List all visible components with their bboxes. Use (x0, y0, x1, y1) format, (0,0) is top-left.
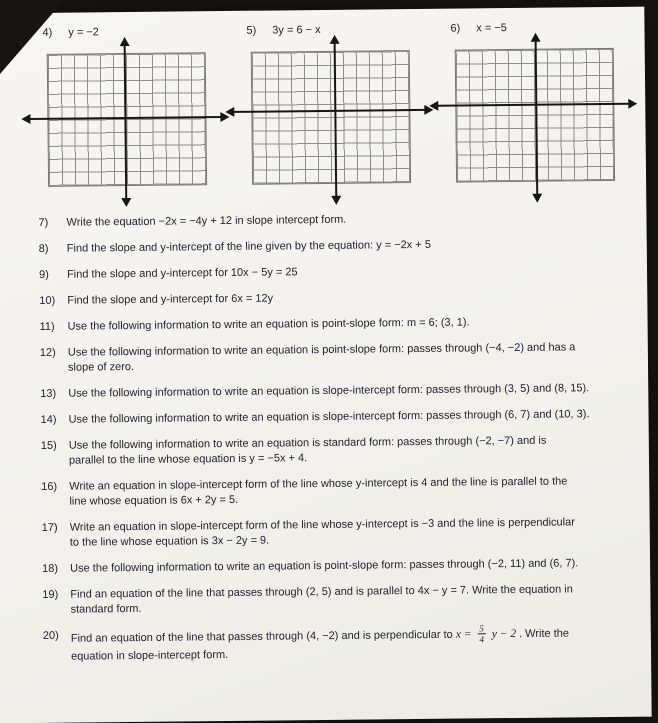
problem-number: 9) (38, 268, 49, 281)
axis-arrow-left-icon (429, 101, 438, 111)
graph-6 (438, 21, 628, 204)
problem-text-line: to the line whose equation is 3x − 2y = 9. (69, 534, 270, 549)
axis-arrow-down-icon (121, 198, 131, 207)
problem-number: 20) (42, 629, 59, 642)
problem-text-line: slope of zero. (67, 360, 135, 374)
problem-text-line: Use the following information to write an equation is point-slope form: passes through (−4, −2) and has a (67, 341, 576, 359)
graph-equation: 3y = 6 − x (272, 23, 321, 37)
problem-number: 15) (40, 439, 57, 452)
axis-arrow-right-icon (628, 99, 637, 109)
problem-number: 18) (42, 562, 59, 575)
problem-text (69, 433, 619, 469)
problem-number: 19) (42, 588, 59, 601)
problem-text (68, 407, 618, 428)
problem-text-line: line whose equation is 6x + 2y = 5. (69, 493, 239, 508)
problem-number: 16) (41, 480, 58, 493)
axis-arrow-left-icon (21, 114, 30, 124)
problem-text (67, 236, 617, 257)
problem-text-line: Find the slope and y-intercept of the line given by the equation: y = −2x + 5 (66, 238, 431, 255)
problem-item-13 (40, 381, 618, 402)
problem-text (68, 340, 618, 376)
problem-item-17 (42, 515, 620, 551)
problem-item-8 (39, 236, 617, 257)
fraction-numerator: 5 (477, 623, 486, 634)
fraction-denominator: 4 (479, 634, 485, 645)
problem-text-line: Use the following information to write an equation is slope-intercept form: passes through (6, 7) and (10, 3). (68, 408, 590, 426)
equation-right: y − 2 (491, 628, 517, 641)
graph-4 (30, 25, 220, 208)
graph-6-plot (439, 40, 629, 204)
problem-number: 8) (38, 242, 49, 255)
graphs-row (30, 21, 628, 208)
problem-text-line: Write the equation −2x = −4y + 12 in slope intercept form. (66, 213, 347, 229)
graph-equation: x = −5 (476, 22, 507, 35)
axis-arrow-up-icon (330, 35, 340, 44)
problem-text (69, 474, 619, 510)
problem-list (38, 210, 621, 676)
problem-text-line: parallel to the line whose equation is y = −5x + 4. (68, 452, 308, 467)
problem-text-line: equation in slope-intercept form. (70, 648, 229, 663)
problem-text-line: Find the slope and y-intercept for 10x − 5y = 25 (66, 266, 298, 281)
problem-item-18 (42, 556, 620, 577)
problem-text (68, 314, 618, 335)
problem-text (67, 288, 617, 309)
problem-item-19 (42, 582, 620, 618)
fraction (477, 623, 486, 644)
problem-text-line: Find the slope and y-intercept for 6x = 12y (67, 292, 274, 307)
graph-4-plot (31, 44, 221, 208)
equation-left: x = (455, 628, 472, 641)
problem-number: 14) (40, 413, 57, 426)
axis-arrow-left-icon (225, 107, 234, 117)
problem-number: 17) (41, 521, 58, 534)
problem-item-15 (41, 433, 619, 469)
graph-number: 6) (450, 22, 461, 35)
problem-item-16 (41, 474, 619, 510)
problem-text-line: Use the following information to write an equation is slope-intercept form: passes through (3, 5) and (8, 15). (68, 382, 590, 400)
problem-text-line: standard form. (70, 602, 142, 616)
problem-item-12 (40, 340, 618, 376)
problem-text (67, 262, 617, 283)
axis-arrow-down-icon (532, 194, 542, 203)
problem-number: 10) (39, 294, 56, 307)
problem-number: 13) (40, 387, 57, 400)
problem-number: 12) (39, 346, 56, 359)
problem-item-7 (38, 210, 616, 231)
graph-number: 5) (246, 24, 257, 37)
problem-text-segment: Find an equation of the line that passes through (4, −2) and is perpendicular to (70, 628, 453, 645)
graph-5 (234, 23, 424, 206)
problem-item-14 (40, 407, 618, 428)
problem-text-line: Use the following information to write an equation is standard form: passes through (−2, −7) and is (68, 434, 547, 452)
graph-equation: y = −2 (68, 26, 99, 39)
axis-arrow-down-icon (331, 196, 341, 205)
problem-item-10 (39, 288, 617, 309)
problem-text-line: Write an equation in slope-intercept form of the line whose y-intercept is 4 and the line is parallel to the (69, 475, 568, 493)
coordinate-grid (251, 50, 411, 185)
problem-item-20 (43, 623, 621, 665)
problem-text-line: Use the following information to write an equation is point-slope form: passes through (−2, 11) and (6, 7). (70, 557, 579, 575)
problem-item-9 (39, 262, 617, 283)
problem-text (70, 556, 620, 577)
equation-expression (455, 623, 519, 645)
problem-text (68, 381, 618, 402)
axis-arrow-up-icon (531, 33, 541, 42)
graph-4-label (42, 25, 218, 43)
problem-text (71, 623, 621, 665)
problem-text (66, 210, 616, 231)
graph-number: 4) (42, 26, 53, 39)
worksheet-paper (0, 7, 652, 723)
problem-item-11 (40, 314, 618, 335)
problem-text (70, 515, 620, 551)
problem-number: 11) (39, 320, 55, 333)
problem-text-segment: . Write the (518, 627, 570, 641)
axis-arrow-up-icon (120, 37, 130, 46)
problem-text-line: Write an equation in slope-intercept form of the line whose y-intercept is −3 and the line is perpendicular (69, 516, 575, 534)
problem-text (70, 582, 620, 618)
problem-number: 7) (38, 216, 49, 229)
graph-5-plot (235, 42, 425, 206)
problem-text-line: Use the following information to write an equation is point-slope form: m = 6; (3, 1). (67, 316, 470, 333)
problem-text-line: Find an equation of the line that passes through (2, 5) and is parallel to 4x − y = 7. Write the equation in (70, 583, 573, 601)
